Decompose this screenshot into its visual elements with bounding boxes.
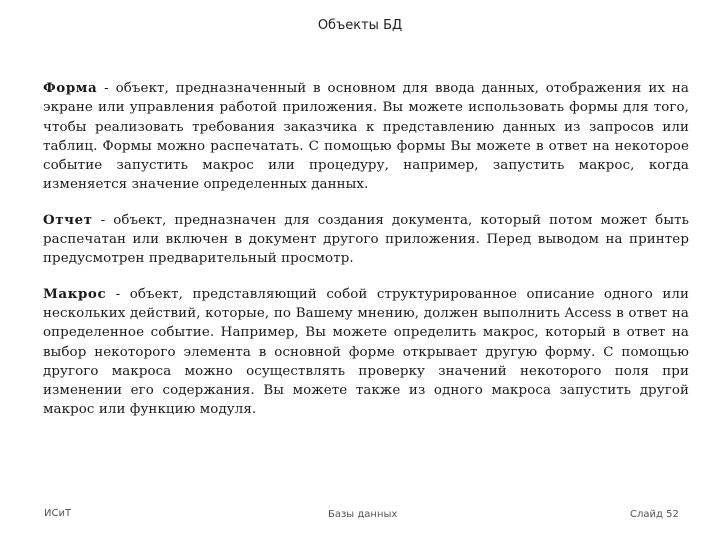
- paragraph-form: [43, 79, 689, 195]
- term-form: Форма: [43, 80, 98, 96]
- term-macro: Макрос: [43, 285, 107, 302]
- paragraph-macro: [43, 285, 689, 420]
- paragraph-report-text: - объект, предназначен для создания документа, который потом может быть распечатан или включен в документ другого приложения. Перед выводом на принтер предусмотрен предварительный просмотр.: [43, 212, 689, 267]
- paragraph-form-text: - объект, предназначенный в основном для ввода данных, отображения их на экране или управления работой приложения. Вы можете использовать формы для того, чтобы реализовать требования заказчика к представлению данных из запросов или таблиц. Формы можно распечатать. С помощью формы Вы можете в ответ на некоторое событие запустить макрос или процедуру, например, запустить макрос, когда изменяется значение определенных данных.: [43, 81, 689, 193]
- slide-title: Объекты БД: [317, 18, 403, 33]
- slide-content: [43, 79, 689, 420]
- footer-slide-number: Слайд 52: [630, 509, 679, 520]
- footer-subject: Базы данных: [328, 509, 398, 520]
- term-report: Отчет: [43, 211, 93, 228]
- footer-organization: ИСиТ: [44, 508, 72, 519]
- paragraph-macro-text: - объект, представляющий собой структурированное описание одного или нескольких действий, которые, по Вашему мнению, должен выполнить Access в ответ на определенное событие. Например, Вы можете определить макрос, который в ответ на выбор некоторого элемента в основной форме открывает другую форму. С помощью другого макроса можно осуществлять проверку значений некоторого поля при изменении его содержания. Вы можете также из одного макроса запустить другой макрос или функцию модуля.: [43, 286, 689, 418]
- paragraph-report: [43, 211, 689, 269]
